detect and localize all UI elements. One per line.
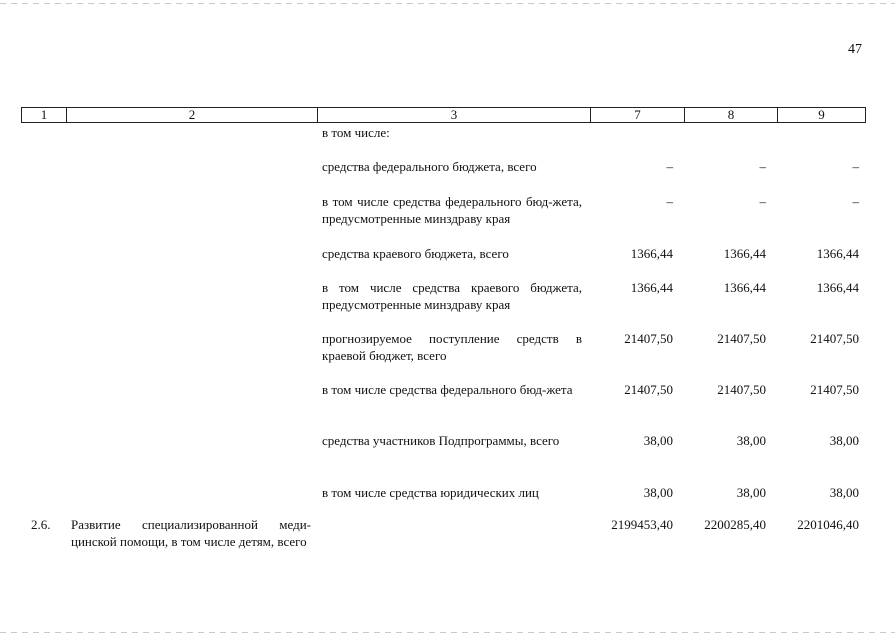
value-col-8: 1366,44 [723, 246, 766, 261]
value-col-8: – [759, 159, 766, 174]
value-col-7: – [666, 159, 673, 174]
value-col-7: 1366,44 [630, 280, 673, 295]
header-cell-2: 2 [67, 108, 318, 122]
row-description: в том числе средства краевого бюджета, предусмотренные минздраву края [322, 280, 582, 312]
value-col-9: 1366,44 [816, 246, 859, 261]
value-col-8: – [759, 194, 766, 209]
header-cell-3: 3 [318, 108, 591, 122]
value-col-7: 1366,44 [630, 246, 673, 261]
value-col-7: 38,00 [643, 433, 673, 448]
section-number: 2.6. [31, 517, 51, 532]
value-col-9: 38,00 [829, 485, 859, 500]
header-cell-8: 8 [685, 108, 778, 122]
value-col-7: 21407,50 [624, 331, 673, 346]
row-description: прогнозируемое поступление средств в краевой бюджет, всего [322, 331, 582, 363]
row-description: в том числе средства федерального бюд-жета, предусмотренные минздраву края [322, 194, 582, 226]
row-description: в том числе средства федерального бюд-жета [322, 382, 573, 397]
row-description: в том числе средства юридических лиц [322, 485, 539, 500]
value-col-8: 38,00 [736, 433, 766, 448]
value-col-7: 2199453,40 [611, 517, 673, 532]
value-col-9: 21407,50 [810, 382, 859, 397]
value-col-9: 38,00 [829, 433, 859, 448]
value-col-7: 21407,50 [624, 382, 673, 397]
scan-artifact-bottom [0, 632, 895, 633]
value-col-8: 2200285,40 [704, 517, 766, 532]
header-cell-1: 1 [22, 108, 67, 122]
value-col-8: 1366,44 [723, 280, 766, 295]
value-col-8: 21407,50 [717, 331, 766, 346]
section-name: Развитие специализированной меди-цинской помощи, в том числе детям, всего [71, 517, 311, 549]
table-header-row [21, 107, 866, 123]
row-description: в том числе: [322, 125, 390, 140]
header-cell-9: 9 [818, 107, 825, 122]
row-description: средства участников Подпрограммы, всего [322, 433, 560, 448]
value-col-7: – [666, 194, 673, 209]
page-number: 47 [848, 42, 862, 57]
row-description: средства федерального бюджета, всего [322, 159, 537, 174]
value-col-9: – [852, 194, 859, 209]
value-col-8: 21407,50 [717, 382, 766, 397]
value-col-9: – [852, 159, 859, 174]
row-description: средства краевого бюджета, всего [322, 246, 509, 261]
value-col-9: 1366,44 [816, 280, 859, 295]
scan-artifact-top [0, 3, 895, 4]
value-col-8: 38,00 [736, 485, 766, 500]
value-col-9: 2201046,40 [797, 517, 859, 532]
value-col-9: 21407,50 [810, 331, 859, 346]
value-col-7: 38,00 [643, 485, 673, 500]
header-cell-7: 7 [591, 108, 685, 122]
